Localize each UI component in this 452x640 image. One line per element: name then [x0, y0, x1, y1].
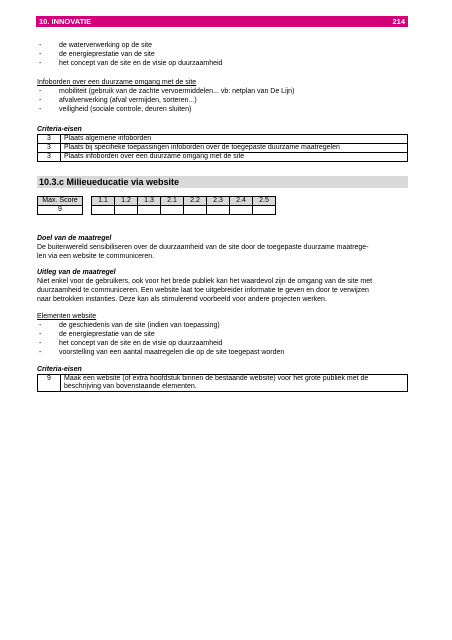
score-cell — [207, 206, 230, 215]
score-column: 1.3 — [138, 197, 161, 206]
criteria-heading: Criteria-eisen — [37, 126, 82, 133]
criteria-table — [37, 374, 408, 392]
criteria-score: 9 — [38, 375, 61, 392]
score-column: 1.1 — [92, 197, 115, 206]
list-item: - veiligheid (sociale controle, deuren sluiten) — [39, 106, 192, 113]
section-heading: 10.3.c Milieueducatie via website — [37, 176, 408, 188]
score-cell — [184, 206, 207, 215]
chapter-title: 10. INNOVATIE — [39, 17, 92, 26]
criteria-score: 3 — [38, 153, 61, 162]
max-score-value: 9 — [38, 206, 83, 215]
criteria-heading: Criteria-eisen — [37, 366, 82, 373]
table-row — [38, 144, 408, 153]
criteria-text: Plaats algemene infoborden — [61, 135, 408, 144]
criteria-text: Plaats infoborden over een duurzame omgang met de site — [61, 153, 408, 162]
doel-line: De buitenwereld sensibiliseren over de duurzaamheid van de site door de toegepaste duurzame maatrege- — [37, 244, 369, 251]
score-column: 2.3 — [207, 197, 230, 206]
score-table-block — [37, 196, 409, 215]
score-cell — [230, 206, 253, 215]
criteria-text: Maak een website (of extra hoofdstuk binnen de bestaande website) voor het grote publiek met de beschrijving van bovenstaande elementen. — [61, 375, 408, 392]
table-row — [38, 153, 408, 162]
criteria-block-1 — [37, 125, 409, 162]
score-cell — [253, 206, 276, 215]
score-column: 2.2 — [184, 197, 207, 206]
score-cell — [115, 206, 138, 215]
criteria-score: 3 — [38, 135, 61, 144]
criteria-text: Plaats bij specifieke toepassingen infoborden over de toegepaste duurzame maatregelen — [61, 144, 408, 153]
uitleg-line: duurzaamheid te communiceren. Een website laat toe uitgebreider informatie te geven en door te verwijzen — [37, 287, 369, 294]
doel-line: len via een website te communiceren. — [37, 253, 155, 260]
uitleg-line: naar betrokken instanties. Deze kan als stimulerend voorbeeld voor andere projecten werken. — [37, 296, 327, 303]
page-header — [36, 16, 408, 27]
criteria-block-2 — [37, 365, 409, 392]
list-item: - mobiliteit (gebruik van de zachte vervoermiddelen... vb: netplan van De Lijn) — [39, 88, 295, 95]
table-row — [38, 135, 408, 144]
page-number: 214 — [392, 17, 405, 26]
list-item: - voorstelling van een aantal maatregelen die op de site toegepast worden — [39, 349, 285, 356]
score-column: 2.1 — [161, 197, 184, 206]
score-cell-highlighted — [138, 206, 161, 215]
table-row — [38, 206, 276, 215]
list-item: - de geschiedenis van de site (indien van toepassing) — [39, 322, 220, 329]
list-item: - het concept van de site en de visie op duurzaamheid — [39, 340, 223, 347]
doel-block — [37, 234, 409, 261]
score-cell — [161, 206, 184, 215]
max-score-label: Max. Score — [38, 197, 83, 206]
list-item: - de waterverwerking op de site — [39, 42, 152, 49]
list-item: - het concept van de site en de visie op duurzaamheid — [39, 60, 223, 67]
criteria-score: 3 — [38, 144, 61, 153]
table-row — [38, 197, 276, 206]
table-row — [38, 375, 408, 392]
score-column: 2.4 — [230, 197, 253, 206]
list-item: - de energieprestatie van de site — [39, 331, 155, 338]
criteria-table — [37, 134, 408, 162]
elementen-block — [37, 312, 409, 357]
score-column: 1.2 — [115, 197, 138, 206]
score-table — [37, 196, 276, 215]
uitleg-heading: Uitleg van de maatregel — [37, 269, 116, 276]
infoborden-block — [37, 78, 409, 114]
uitleg-block — [37, 268, 409, 304]
elementen-heading: Elementen website — [37, 313, 97, 320]
score-cell — [92, 206, 115, 215]
infoborden-heading: Infoborden over een duurzame omgang met de site — [37, 79, 197, 86]
list-item: - de energieprestatie van de site — [39, 51, 155, 58]
doel-heading: Doel van de maatregel — [37, 235, 112, 242]
list-item: - afvalverwerking (afval vermijden, sorteren...) — [39, 97, 197, 104]
top-bullet-list — [37, 41, 409, 68]
uitleg-line: Niet enkel voor de gebruikers, ook voor het brede publiek kan het waardevol zijn de omgang van de site met — [37, 278, 373, 285]
score-column: 2.5 — [253, 197, 276, 206]
